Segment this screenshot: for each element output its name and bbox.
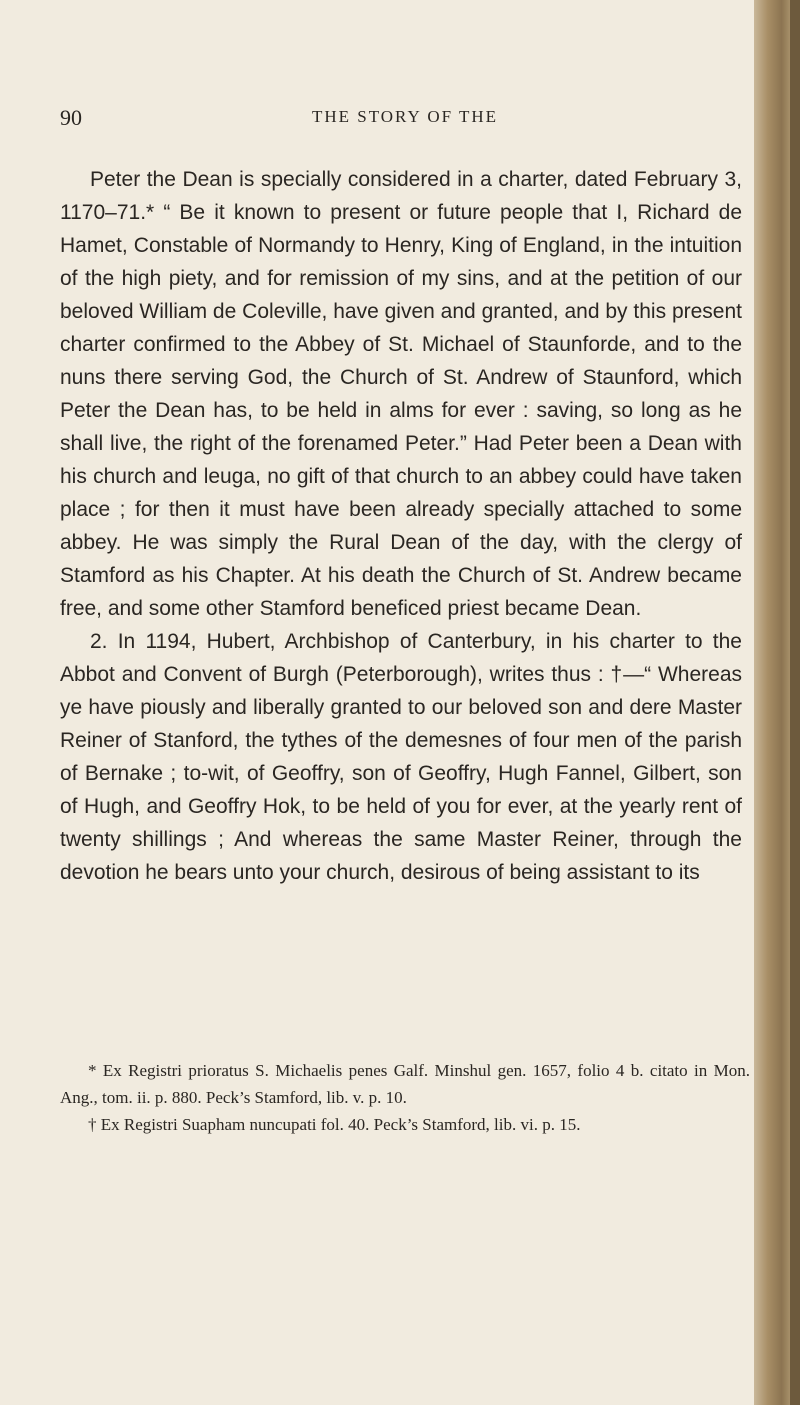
page-edge-strip — [790, 0, 800, 1405]
page-header — [60, 105, 750, 145]
paragraph-1: Peter the Dean is specially considered in a charter, dated February 3, 1170–71.* “ Be it known to present or future people that I, Richard de Hamet, Constable of Normandy to Henry, King of England, in the intuition of the high piety, and for remission of my sins, and at the petition of our beloved William de Coleville, have given and granted, and by this present charter confirmed to the Abbey of St. Michael of Staunforde, and to the nuns there serving God, the Church of St. Andrew of Staunford, which Peter the Dean has, to be held in alms for ever : saving, so long as he shall live, the right of the forenamed Peter.” Had Peter been a Dean with his church and leuga, no gift of that church to an abbey could have taken place ; for then it must have been already specially attached to some abbey. He was simply the Rural Dean of the day, with the clergy of Stamford as his Chapter. At his death the Church of St. Andrew became free, and some other Stamford beneficed priest became Dean. — [60, 168, 742, 620]
footnote-2: † Ex Registri Suapham nuncupati fol. 40. Peck’s Stamford, lib. vi. p. 15. — [88, 1115, 581, 1134]
page-number: 90 — [60, 105, 82, 130]
running-title: THE STORY OF THE — [311, 107, 499, 126]
footnote-1: * Ex Registri prioratus S. Michaelis penes Galf. Minshul gen. 1657, folio 4 b. citato in Mon. Ang., tom. ii. p. 880. Peck’s Stamford, lib. v. p. 10. — [60, 1061, 750, 1107]
body-text — [60, 163, 742, 889]
paragraph-2: 2. In 1194, Hubert, Archbishop of Canterbury, in his charter to the Abbot and Convent of Burgh (Peterborough), writes thus : †—“ Whereas ye have piously and liberally granted to our beloved son and dere Master Reiner of Stanford, the tythes of the demesnes of four men of the parish of Bernake ; to-wit, of Geoffry, son of Geoffry, Hugh Fannel, Gilbert, son of Hugh, and Geoffry Hok, to be held of you for ever, at the yearly rent of twenty shillings ; And whereas the same Master Reiner, through the devotion he bears unto your church, desirous of being assistant to its — [60, 630, 742, 884]
footnotes — [60, 1057, 750, 1138]
